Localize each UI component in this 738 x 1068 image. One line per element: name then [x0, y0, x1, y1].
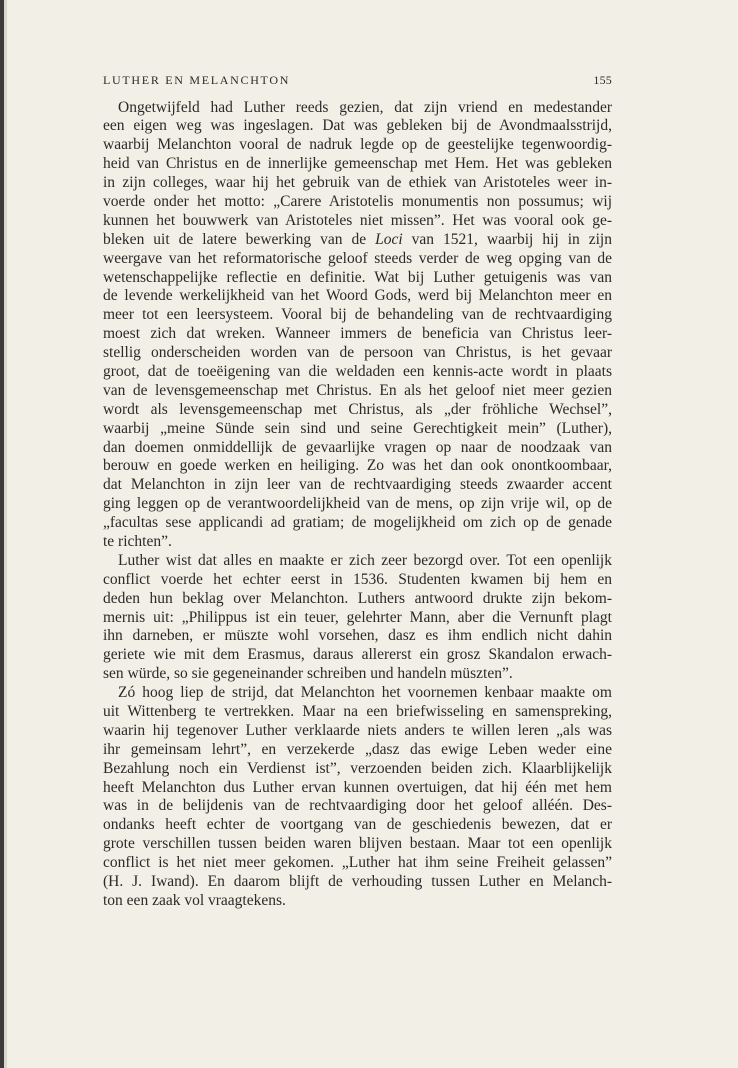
- text-segment: bleken uit de latere bewerking van de: [103, 230, 376, 248]
- text-line: grote verschillen tussen beiden waren blijven bestaan. Maar tot een openlijk: [103, 835, 612, 853]
- paragraph: [103, 552, 612, 684]
- running-title: LUTHER EN MELANCHTON: [103, 73, 291, 87]
- text-line: voerde onder het motto: „Carere Aristotelis monumentis non possumus; wij: [103, 192, 612, 210]
- text-line: een eigen weg was ingeslagen. Dat was gebleken bij de Avondmaalsstrijd,: [103, 117, 612, 135]
- text-line: uit Wittenberg te vertrekken. Maar na een briefwisseling en samenspreking,: [103, 703, 612, 720]
- text-line: „facultas sese applicandi ad gratiam; de mogelijkheid om zich op de genade: [103, 514, 612, 532]
- text-line: [103, 231, 612, 250]
- text-line: van de levensgemeenschap met Christus. En als het geloof niet meer gezien: [103, 381, 612, 399]
- text-line: moest zich dat wreken. Wanneer immers de beneficia van Christus leer-: [103, 325, 612, 343]
- text-line: ihn darneben, er müszte wohl vorsehen, dasz es ihm endlich nicht dahin: [103, 627, 612, 645]
- text-line: waarbij Melanchton vooral de nadruk legde op de geestelijke tegenwoordig-: [103, 136, 612, 154]
- text-line: Ongetwijfeld had Luther reeds gezien, dat zijn vriend en medestander: [118, 98, 612, 116]
- scan-edge-shadow: [4, 0, 7, 1068]
- text-line: Zó hoog liep de strijd, dat Melanchton het voornemen kenbaar maakte om: [118, 684, 612, 702]
- text-segment: van 1521, waarbij hij in zijn: [402, 230, 612, 248]
- text-line: heeft Melanchton dus Luther ervan kunnen overtuigen, dat hij één met hem: [103, 778, 612, 796]
- text-line: wetenschappelijke reflectie en definitie. Wat bij Luther getuigenis was van: [103, 268, 612, 286]
- text-line: geriete wie mit dem Erasmus, daraus allererst ein grosz Skandalon erwach-: [103, 646, 612, 664]
- page-number: 155: [593, 73, 612, 87]
- text-line: mernis uit: „Philippus ist ein teuer, gelehrter Mann, aber die Vernunft plagt: [103, 608, 612, 626]
- text-line: ton een zaak vol vraagtekens.: [103, 891, 286, 909]
- text-line: ondanks heeft echter de voortgang van de geschiedenis bewezen, dat er: [103, 816, 612, 834]
- text-line: waarin hij tegenover Luther verklaarde niets anders te willen leren „als was: [103, 721, 612, 739]
- text-line: stellig onderscheiden worden van de persoon van Christus, is het gevaar: [103, 344, 612, 362]
- text-line: ihr gemeinsam lehrt”, en verzekerde „dasz das ewige Leben weder eine: [103, 740, 612, 758]
- text-line: in zijn colleges, waar hij het gebruik van de ethiek van Aristoteles weer in-: [103, 174, 612, 192]
- text-line: waarbij „meine Sünde sein sind und seine Gerechtigkeit mein” (Luther),: [103, 419, 612, 437]
- text-line: weergave van het reformatorische geloof steeds verder de weg opging van de: [103, 249, 612, 267]
- text-line: sen würde, so sie gegeneinander schreiben und handeln müszten”.: [103, 665, 513, 683]
- text-line: was in de belijdenis van de rechtvaardiging door het geloof alléén. Des-: [103, 797, 612, 815]
- text-line: te richten”.: [103, 532, 172, 550]
- text-line: kunnen het bouwwerk van Aristoteles niet missen”. Het was vooral ook ge-: [103, 211, 612, 229]
- text-line: groot, dat de toeëigening van die weldaden een kennis-acte wordt in plaats: [103, 362, 612, 380]
- text-line: wordt als levensgemeenschap met Christus, als „der fröhliche Wechsel”,: [103, 400, 612, 418]
- paragraph: [103, 684, 612, 911]
- text-line: conflict voerde het echter eerst in 1536. Studenten kwamen bij hem en: [103, 570, 612, 588]
- text-line: berouw en goede werken en heiliging. Zo was het dan ook onontkoombaar,: [103, 457, 612, 475]
- text-line: meer tot een leersysteem. Vooral bij de behandeling van de rechtvaardiging: [103, 306, 612, 324]
- text-line: dan doemen onmiddellijk de gevaarlijke vragen op naar de noodzaak van: [103, 438, 612, 456]
- text-line: Bezahlung noch ein Verdienst ist”, verzoenden beiden zich. Klaarblijkelijk: [103, 759, 612, 777]
- book-title-italic: Loci: [375, 230, 403, 248]
- text-line: (H. J. Iwand). En daarom blijft de verhouding tussen Luther en Melanch-: [103, 873, 612, 891]
- text-line: conflict is het niet meer gekomen. „Luther hat ihm seine Freiheit gelassen”: [103, 854, 612, 872]
- text-line: dat Melanchton in zijn leer van de rechtvaardiging steeds zwaarder accent: [103, 476, 612, 494]
- running-header: [103, 73, 612, 88]
- text-line: Luther wist dat alles en maakte er zich zeer bezorgd over. Tot een openlijk: [118, 551, 612, 569]
- text-line: de levende werkelijkheid van het Woord Gods, werd bij Melanchton meer en: [103, 287, 612, 305]
- text-line: ging leggen op de verantwoordelijkheid van de mens, op zijn vrije wil, op de: [103, 495, 612, 513]
- body-text: [103, 99, 612, 911]
- text-line: heid van Christus en de innerlijke gemeenschap met Hem. Het was gebleken: [103, 155, 612, 173]
- paragraph: [103, 99, 612, 552]
- text-line: deden hun beklag over Melanchton. Luthers antwoord drukte zijn bekom-: [103, 589, 612, 607]
